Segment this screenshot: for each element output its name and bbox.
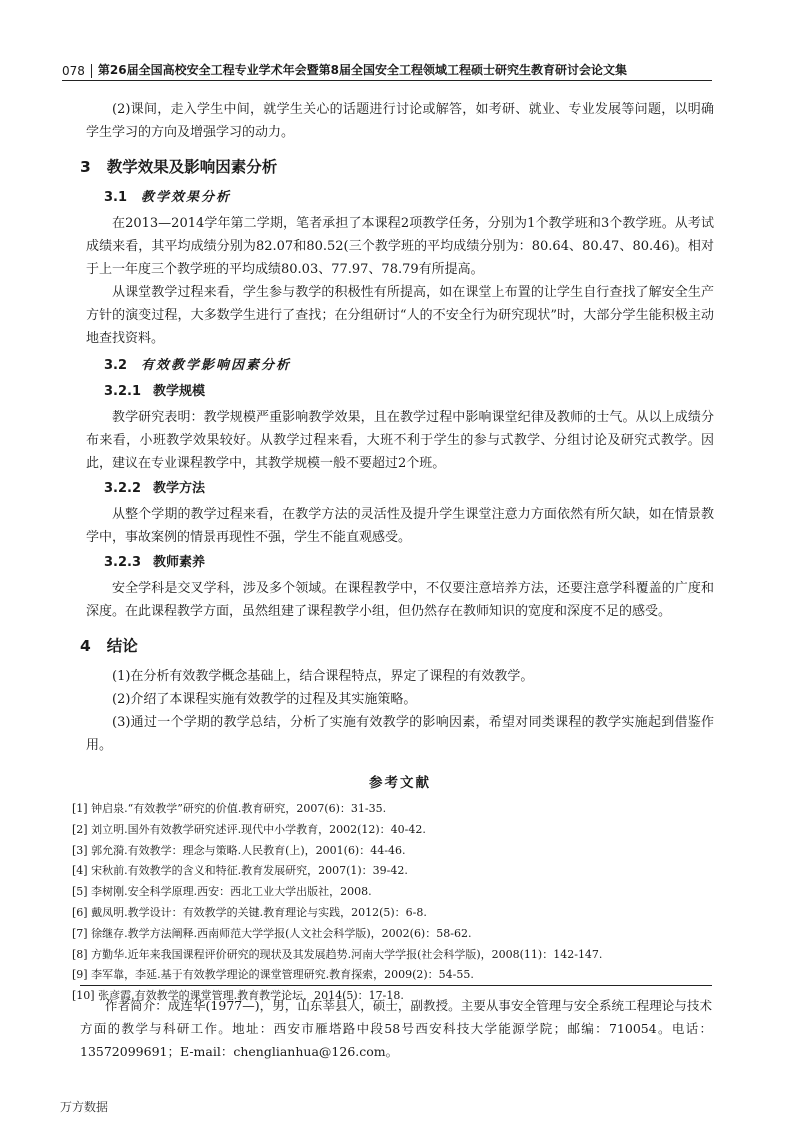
subsubsection-heading	[104, 551, 714, 575]
paragraph: 从课堂教学过程来看，学生参与教学的积极性有所提高，如在课堂上布置的让学生自行查找了解安全生产方针的演变过程，大多数学生进行了查找；在分组研讨“人的不安全行为研究现状”时，大部分学生能积极主动地查找资料。	[86, 285, 714, 346]
section-heading	[80, 633, 714, 659]
subsubsection-heading	[104, 380, 714, 404]
subsubsection-title: 教学规模	[153, 384, 206, 399]
running-header	[62, 56, 712, 81]
subsubsection-number: 3.2.2	[104, 481, 142, 496]
section-title: 教学效果及影响因素分析	[106, 158, 278, 176]
reference-item: [7] 徐继存.教学方法阐释.西南师范大学学报(人文社会科学版)，2002(6)：58-62.	[72, 926, 472, 940]
reference-item: [8] 方勤华.近年来我国课程评价研究的现状及其发展趋势.河南大学学报(社会科学版)，2008(11)：142-147.	[72, 947, 603, 961]
reference-item: [3] 郭允漪.有效教学：理念与策略.人民教育(上)，2001(6)：44-46.	[72, 843, 406, 857]
page-number: 078	[62, 64, 92, 78]
subsubsection-title: 教学方法	[153, 481, 206, 496]
reference-item: [2] 刘立明.国外有效教学研究述评.现代中小学教育，2002(12)：40-42.	[72, 822, 426, 836]
section-number: 3	[80, 158, 91, 176]
subsection-title: 教学效果分析	[141, 190, 232, 205]
reference-list	[72, 799, 714, 1007]
author-bio	[80, 994, 712, 1063]
main-content	[72, 98, 714, 1007]
subsection-heading	[104, 186, 714, 210]
conclusion-item: (2)介绍了本课程实施有效教学的过程及其实施策略。	[112, 692, 417, 707]
subsubsection-number: 3.2.3	[104, 555, 142, 570]
reference-item: [1] 钟启泉.“有效教学”研究的价值.教育研究，2007(6)：31-35.	[72, 802, 387, 815]
conclusion-item: (1)在分析有效教学概念基础上，结合课程特点，界定了课程的有效教学。	[112, 669, 534, 684]
section-heading	[80, 154, 714, 180]
reference-item: [5] 李树刚.安全科学原理.西安：西北工业大学出版社，2008.	[72, 885, 372, 899]
section-title: 结论	[106, 637, 138, 655]
paragraph: (2)课间，走入学生中间，就学生关心的话题进行讨论或解答，如考研、就业、专业发展等问题，以明确学生学习的方向及增强学习的动力。	[86, 102, 714, 140]
subsubsection-title: 教师素养	[153, 555, 206, 570]
subsection-number: 3.1	[104, 190, 128, 205]
subsubsection-number: 3.2.1	[104, 384, 142, 399]
subsection-number: 3.2	[104, 358, 128, 373]
references-title: 参考文献	[369, 775, 431, 791]
section-number: 4	[80, 637, 91, 655]
paragraph: 安全学科是交叉学科，涉及多个领域。在课程教学中，不仅要注意培养方法，还要注意学科覆盖的广度和深度。在此课程教学方面，虽然组建了课程教学小组，但仍然存在教师知识的宽度和深度不足的感受。	[86, 581, 714, 619]
conclusion-item: (3)通过一个学期的教学总结，分析了实施有效教学的影响因素，希望对同类课程的教学实施起到借鉴作用。	[86, 715, 714, 753]
journal-title: 第26届全国高校安全工程专业学术年会暨第8届全国安全工程领域工程硕士研究生教育研讨会论文集	[97, 63, 627, 77]
footnote-divider	[80, 985, 712, 986]
author-bio-text: 作者简介：成连华(1977—)，男，山东莘县人，硕士，副教授。主要从事安全管理与安全系统工程理论与技术方面的教学与科研工作。地址：西安市雁塔路中段58号西安科技大学能源学院；邮编：710054。电话：13572099691；E-mail：chenglianhua@126.com。	[80, 998, 712, 1059]
reference-item: [9] 李军靠，李延.基于有效教学理论的课堂管理研究.教育探索，2009(2)：54-55.	[72, 968, 474, 982]
reference-item: [6] 戴凤明.教学设计：有效教学的关键.教育理论与实践，2012(5)：6-8.	[72, 905, 427, 919]
reference-item: [4] 宋秋前.有效教学的含义和特征.教育发展研究，2007(1)：39-42.	[72, 864, 408, 878]
subsection-title: 有效教学影响因素分析	[141, 358, 292, 373]
paragraph: 教学研究表明：教学规模严重影响教学效果，且在教学过程中影响课堂纪律及教师的士气。从以上成绩分布来看，小班教学效果较好。从教学过程来看，大班不利于学生的参与式教学、分组讨论及研究式教学。因此，建议在专业课程教学中，其教学规模一般不要超过2个班。	[86, 410, 714, 471]
watermark: 万方数据	[60, 1100, 109, 1114]
subsection-heading	[104, 354, 714, 378]
reference-item: [10] 张彦霞.有效教学的课堂管理.教育教学论坛，2014(5)：17-18.	[72, 989, 404, 1003]
paragraph: 从整个学期的教学过程来看，在教学方法的灵活性及提升学生课堂注意力方面依然有所欠缺，如在情景教学中，事故案例的情景再现性不强，学生不能直观感受。	[86, 507, 714, 545]
paragraph: 在2013—2014学年第二学期，笔者承担了本课程2项教学任务，分别为1个教学班和3个教学班。从考试成绩来看，其平均成绩分别为82.07和80.52(三个教学班的平均成绩分别为：80.64、80.47、80.46)。相对于上一年度三个教学班的平均成绩80.03、77.97、78.79有所提高。	[86, 216, 714, 277]
subsubsection-heading	[104, 477, 714, 501]
